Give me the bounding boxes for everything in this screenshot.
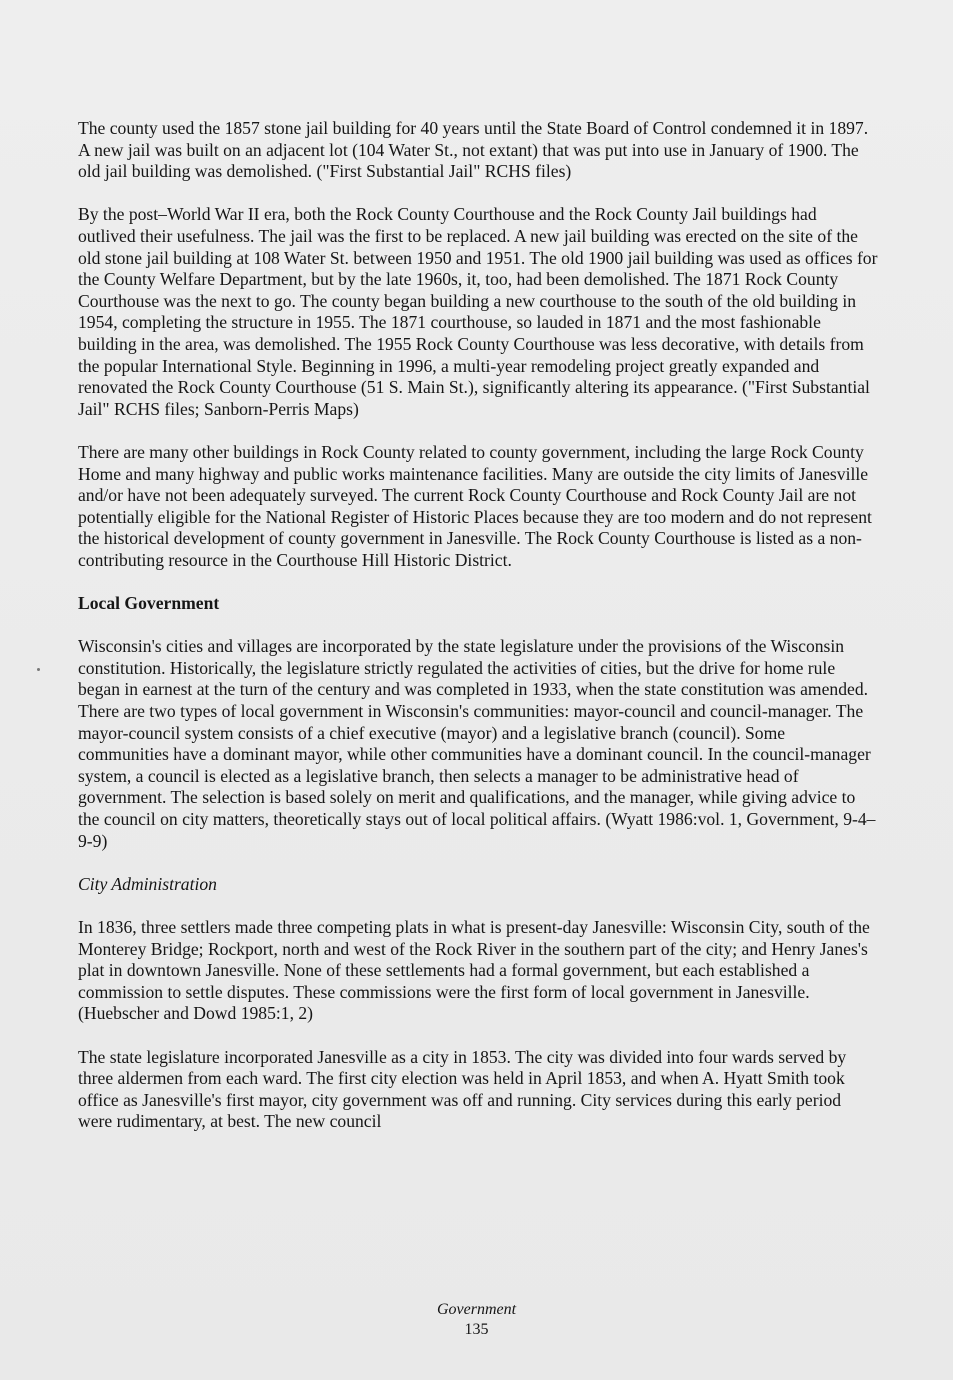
section-heading-local-government: Local Government xyxy=(78,593,220,614)
paragraph-incorporation-1853: The state legislature incorporated Janesville as a city in 1853. The city was divided into four wards served by three aldermen from each ward. The first city election was held in April 1853, and when A. Hyatt Smith took office as Janesville's first mayor, city government was off and running. City services during this early period were rudimentary, at best. The new council xyxy=(78,1046,847,1132)
paragraph-local-government: Wisconsin's cities and villages are incorporated by the state legislature under the provisions of the Wisconsin constitution. Historically, the legislature strictly regulated the activities of cities, but the drive for home rule began in earnest at the turn of the century and was completed in 1933, when the state constitution was amended. There are two types of local government in Wisconsin's communities: mayor-council and council-manager. The mayor-council system consists of a chief executive (mayor) and a legislative branch (council). Some communities have a dominant mayor, while other communities have a dominant council. In the council-manager system, a council is elected as a legislative branch, then selects a manager to be administrative head of government. The selection is based solely on merit and qualifications, and the manager, while giving advice to the council on city matters, theoretically stays out of local political affairs. (Wyatt 1986:vol. 1, Government, 9-4–9-9) xyxy=(78,636,876,851)
paragraph-post-war: By the post–World War II era, both the Rock County Courthouse and the Rock County Jail buildings had outlived their usefulness. The jail was the first to be replaced. A new jail building was erected on the site of the old stone jail building at 108 Water St. between 1950 and 1951. The old 1900 jail building was used as offices for the County Welfare Department, but by the late 1960s, it, too, had been demolished. The 1871 Rock County Courthouse was the next to go. The county began building a new courthouse to the south of the old building in 1954, completing the structure in 1955. The 1871 courthouse, so lauded in 1871 and the most fashionable building in the area, was demolished. The 1955 Rock County Courthouse was less decorative, with details from the popular International Style. Beginning in 1996, a multi-year remodeling project greatly expanded and renovated the Rock County Courthouse (51 S. Main St.), significantly altering its appearance. ("First Substantial Jail" RCHS files; Sanborn-Perris Maps) xyxy=(78,204,878,419)
paragraph-other-buildings: There are many other buildings in Rock County related to county government, including the large Rock County Home and many highway and public works maintenance facilities. Many are outside the city limits of Janesville and/or have not been adequately surveyed. The current Rock County Courthouse and Rock County Jail are not potentially eligible for the National Register of Historic Places because they are too modern and do not represent the historical development of county government in Janesville. The Rock County Courthouse is listed as a non-contributing resource in the Courthouse Hill Historic District. xyxy=(78,441,872,570)
subsection-heading-city-administration: City Administration xyxy=(78,873,217,894)
footer-section-title: Government xyxy=(436,1301,517,1318)
page-number: 135 xyxy=(464,1321,489,1338)
paragraph-jail-1857: The county used the 1857 stone jail building for 40 years until the State Board of Control condemned it in 1897. A new jail was built on an adjacent lot (104 Water St., not extant) that was put into use in January of 1900. The old jail building was demolished. ("First Substantial Jail" RCHS files) xyxy=(78,118,869,182)
page-footer xyxy=(0,1300,953,1340)
margin-mark xyxy=(37,668,40,671)
page-body xyxy=(78,118,878,1155)
paragraph-plats-1836: In 1836, three settlers made three competing plats in what is present-day Janesville: Wisconsin City, south of the Monterey Bridge; Rockport, north and west of the Rock River in the southern part of the city; and Henry Janes's plat in downtown Janesville. None of these settlements had a formal government, but each established a commission to settle disputes. These commissions were the first form of local government in Janesville. (Huebscher and Dowd 1985:1, 2) xyxy=(78,916,870,1024)
